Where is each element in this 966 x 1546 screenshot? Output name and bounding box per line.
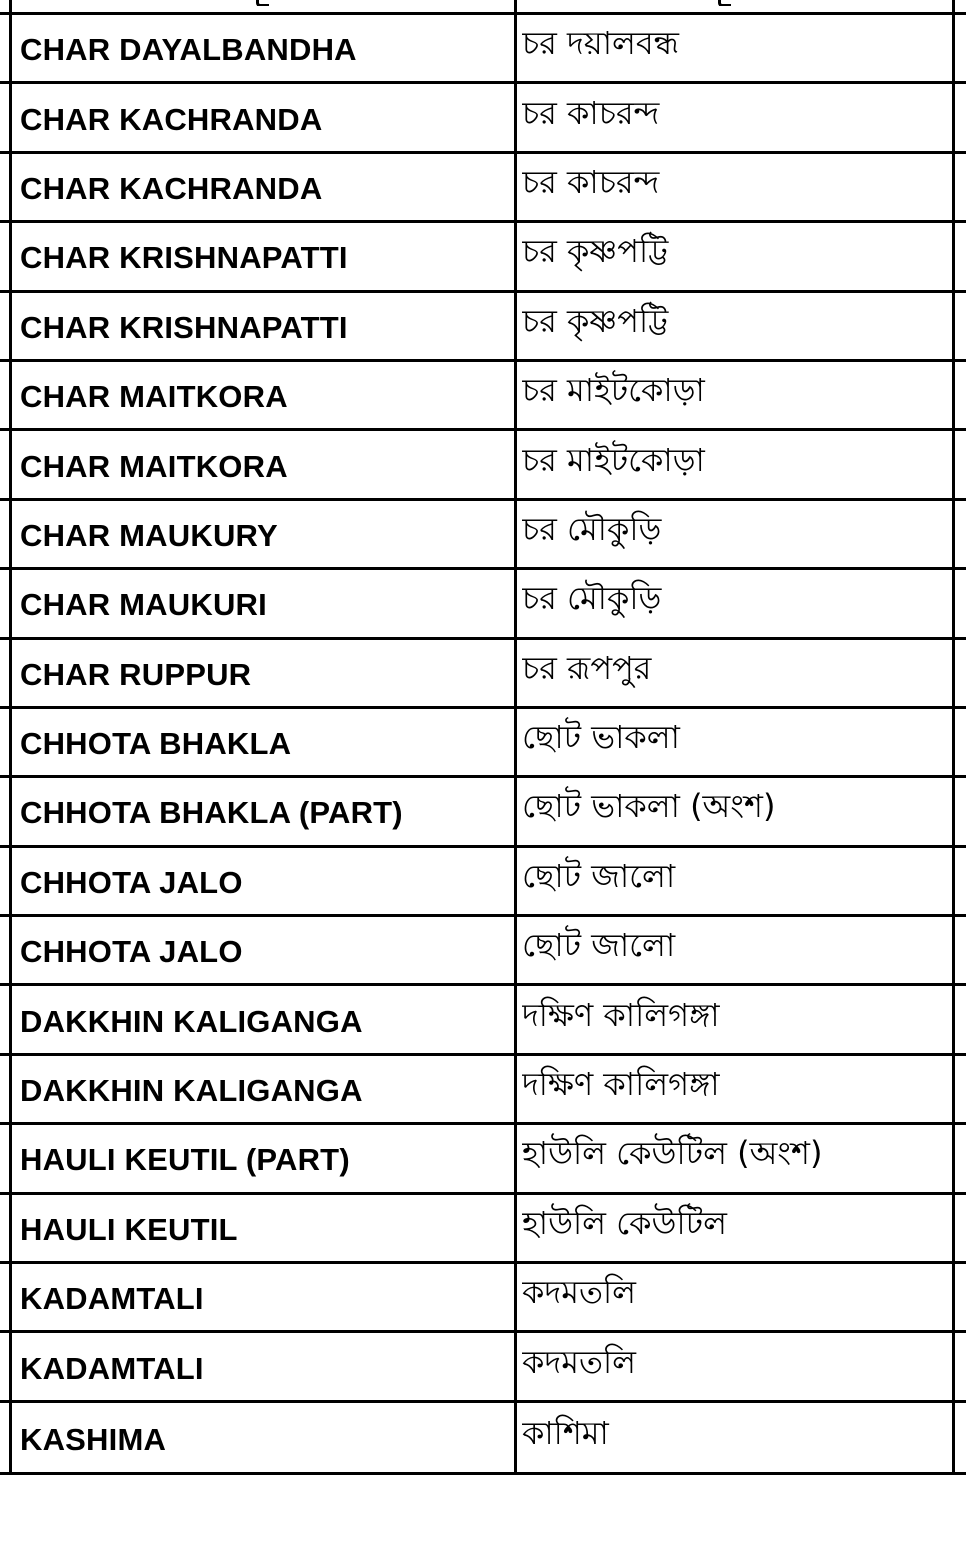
table-row [0, 431, 966, 500]
bengali-name-cell: হাউলি কেউটিল (অংশ) [522, 1134, 823, 1173]
bengali-name-cell: ছোট জালো [522, 926, 676, 965]
table-row [0, 570, 966, 639]
bengali-name-cell: চর কৃষ্ণপট্টি [522, 301, 669, 340]
english-name-cell: HAULI KEUTIL (PART) [20, 1142, 350, 1178]
bengali-name-cell: চর কাচরন্দ [522, 93, 660, 132]
table-row [0, 848, 966, 917]
english-name-cell: CHAR KACHRANDA [20, 170, 323, 206]
english-name-cell: KADAMTALI [20, 1281, 204, 1317]
table-row [0, 778, 966, 847]
english-name-cell: CHHOTA BHAKLA (PART) [20, 795, 403, 831]
table-row [0, 501, 966, 570]
english-name-cell: CHAR MAUKURI [20, 587, 267, 623]
english-name-cell: KADAMTALI [20, 1350, 204, 1386]
bengali-name-cell: দক্ষিণ কালিগঙ্গা [522, 1065, 720, 1104]
bengali-name-cell: ছোট ভাকলা [522, 718, 680, 757]
english-name-cell: CHAR KRISHNAPATTI [20, 240, 348, 276]
table-row [0, 1403, 966, 1472]
table-row [0, 917, 966, 986]
table-column-divider [514, 0, 517, 1474]
english-name-cell: CHAR MAITKORA [20, 379, 288, 415]
english-name-cell: CHAR DAYALBANDHA [20, 32, 357, 68]
cut-off-text-fragment [256, 0, 270, 6]
table-row [0, 362, 966, 431]
table-right-border [952, 0, 955, 1474]
table-row [0, 986, 966, 1055]
bengali-name-cell: চর কৃষ্ণপট্টি [522, 232, 669, 271]
english-name-cell: KASHIMA [20, 1421, 167, 1457]
english-name-cell: CHAR KACHRANDA [20, 101, 323, 137]
bengali-name-cell: চর রূপপুর [522, 648, 652, 687]
bengali-name-cell: হাউলি কেউটিল [522, 1203, 727, 1242]
english-name-cell: CHHOTA JALO [20, 864, 243, 900]
table-row [0, 1333, 966, 1402]
table-row [0, 1264, 966, 1333]
bengali-name-cell: ছোট ভাকলা (অংশ) [522, 787, 776, 826]
bengali-name-cell: কাশিমা [522, 1413, 609, 1452]
english-name-cell: CHAR RUPPUR [20, 656, 252, 692]
table-row [0, 15, 966, 84]
table-row [0, 293, 966, 362]
table-row [0, 223, 966, 292]
english-name-cell: DAKKHIN KALIGANGA [20, 1003, 363, 1039]
table-row [0, 84, 966, 153]
bengali-name-cell: চর মৌকুড়ি [522, 509, 662, 548]
english-name-cell: CHHOTA JALO [20, 934, 243, 970]
english-name-cell: CHAR MAUKURY [20, 517, 278, 553]
table-row [0, 640, 966, 709]
bengali-name-cell: কদমতলি [522, 1273, 636, 1312]
cut-off-text-fragment [718, 0, 732, 6]
table-row [0, 154, 966, 223]
table-row [0, 1125, 966, 1194]
bengali-name-cell: চর কাচরন্দ [522, 162, 660, 201]
bengali-name-cell: দক্ষিণ কালিগঙ্গা [522, 995, 720, 1034]
bengali-name-cell: চর মাইটকোড়া [522, 440, 705, 479]
place-name-table [0, 12, 966, 1475]
english-name-cell: CHHOTA BHAKLA [20, 726, 292, 762]
english-name-cell: DAKKHIN KALIGANGA [20, 1073, 363, 1109]
english-name-cell: CHAR KRISHNAPATTI [20, 309, 348, 345]
table-row [0, 1056, 966, 1125]
english-name-cell: HAULI KEUTIL [20, 1211, 238, 1247]
english-name-cell: CHAR MAITKORA [20, 448, 288, 484]
bengali-name-cell: ছোট জালো [522, 856, 676, 895]
bengali-name-cell: চর দয়ালবন্ধ [522, 24, 679, 63]
bengali-name-cell: কদমতলি [522, 1342, 636, 1381]
table-row [0, 709, 966, 778]
table-row [0, 1195, 966, 1264]
table-left-border [9, 0, 12, 1474]
bengali-name-cell: চর মৌকুড়ি [522, 579, 662, 618]
bengali-name-cell: চর মাইটকোড়া [522, 371, 705, 410]
